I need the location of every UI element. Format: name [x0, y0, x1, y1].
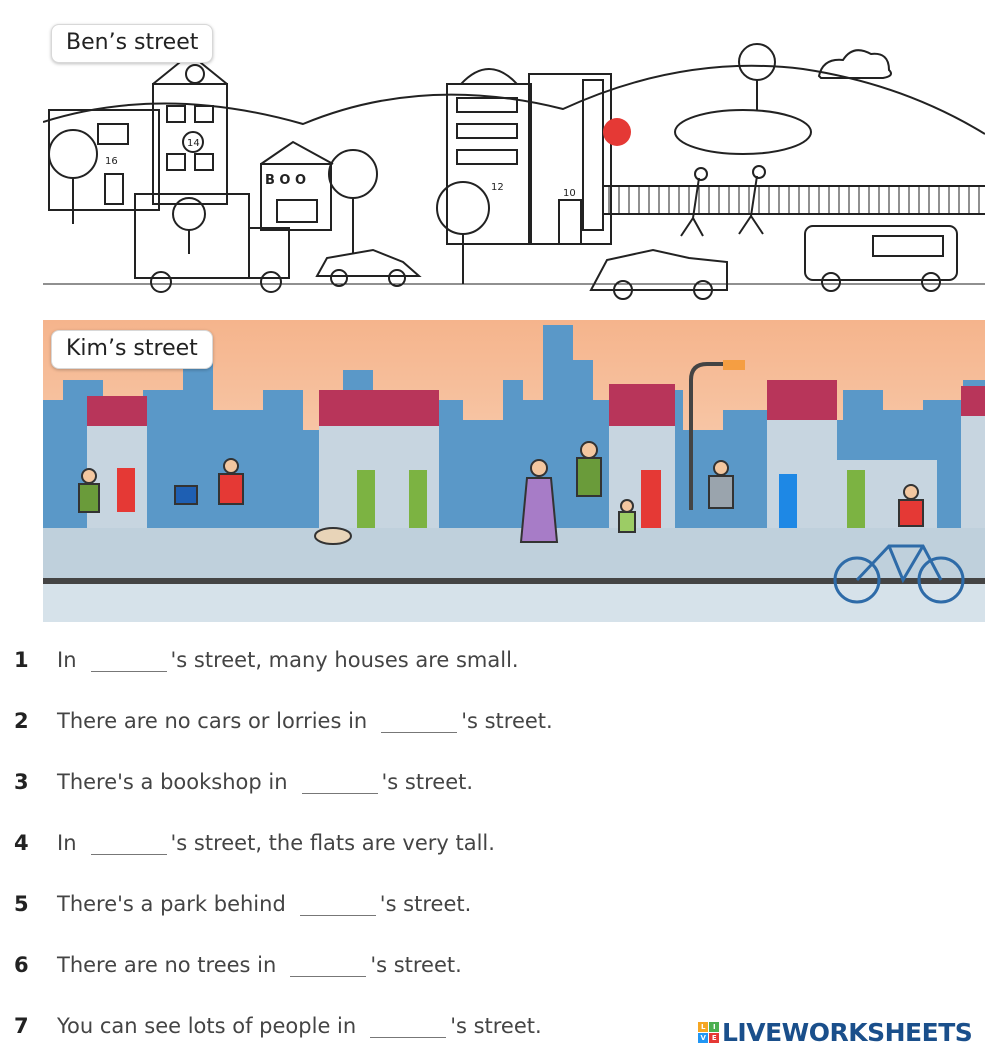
answer-blank-5[interactable]	[300, 893, 376, 916]
question-text-before: There are no cars or lorries in	[57, 709, 368, 733]
question-text-after: 's street.	[461, 709, 553, 733]
house-number-16: 16	[105, 156, 118, 167]
question-text-after: 's street, many houses are small.	[170, 648, 519, 672]
question-text-before: There's a bookshop in	[57, 770, 288, 794]
liveworksheets-logo	[698, 1018, 972, 1047]
answer-blank-6[interactable]	[290, 954, 366, 977]
ben-street-illustration	[43, 14, 985, 302]
answer-blank-4[interactable]	[91, 832, 167, 855]
house-number-12: 12	[491, 182, 504, 193]
question-text-after: 's street.	[379, 892, 472, 916]
answer-blank-2[interactable]	[381, 710, 457, 733]
kim-street-label: Kim’s street	[51, 330, 213, 369]
question-text-after: 's street.	[381, 770, 474, 794]
question-number: 4	[14, 831, 29, 855]
question-number: 7	[14, 1014, 29, 1038]
house-number-10: 10	[563, 188, 576, 199]
question-text-after: 's street.	[370, 953, 462, 977]
question-text-before: In	[57, 648, 77, 672]
logo-mark-icon: L I V E	[698, 1022, 719, 1043]
question-text-before: There's a park behind	[57, 892, 286, 916]
question-text-after: 's street.	[450, 1014, 542, 1038]
answer-blank-3[interactable]	[302, 771, 378, 794]
question-text-before: In	[57, 831, 77, 855]
question-number: 6	[14, 953, 29, 977]
question-number: 5	[14, 892, 29, 916]
answer-blank-7[interactable]	[370, 1015, 446, 1038]
question-text-before: You can see lots of people in	[57, 1014, 357, 1038]
question-text-before: There are no trees in	[57, 953, 277, 977]
ben-street-label: Ben’s street	[51, 24, 213, 63]
bookshop-sign: B O O	[265, 173, 307, 188]
question-number: 2	[14, 709, 29, 733]
answer-blank-1[interactable]	[91, 649, 167, 672]
logo-text: LIVEWORKSHEETS	[722, 1018, 973, 1047]
question-text-after: 's street, the flats are very tall.	[170, 831, 495, 855]
house-number-14: 14	[187, 138, 200, 149]
kim-street-illustration	[43, 320, 985, 622]
question-number: 3	[14, 770, 29, 794]
question-number: 1	[14, 648, 29, 672]
